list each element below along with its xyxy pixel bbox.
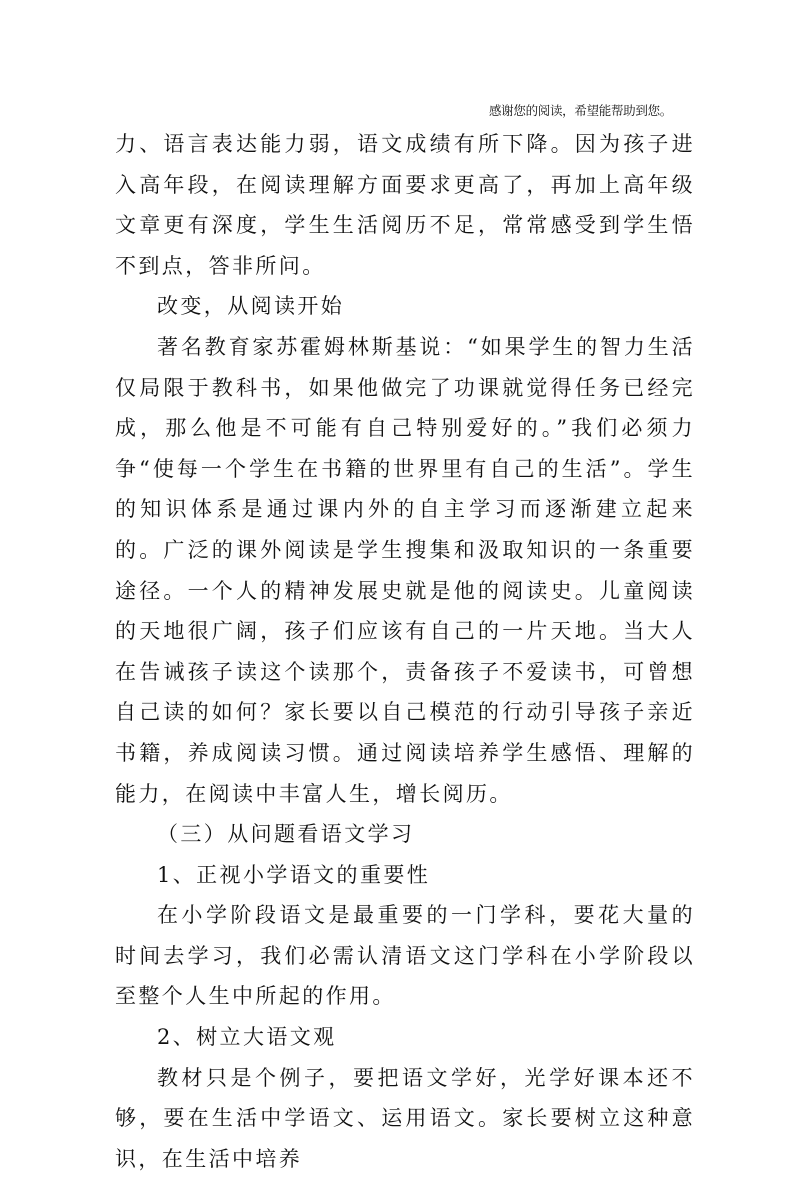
paragraph-continuation: 力、语言表达能力弱，语文成绩有所下降。因为孩子进入高年段，在阅读理解方面要求更高了，再加上高年级文章更有深度，学生生活阅历不足，常常感受到学生悟不到点，答非所问。 bbox=[115, 132, 695, 278]
subheading-1: 1、正视小学语文的重要性 bbox=[157, 862, 431, 887]
header-note: 感谢您的阅读，希望能帮助到您。 bbox=[488, 103, 672, 118]
section-heading-3: （三）从问题看语文学习 bbox=[157, 822, 415, 847]
paragraph-importance: 在小学阶段语文是最重要的一门学科，要花大量的时间去学习，我们必需认清语文这门学科在小学阶段以至整个人生中所起的作用。 bbox=[115, 903, 695, 1009]
subheading-2: 2、树立大语文观 bbox=[157, 1025, 337, 1050]
section-heading-reading: 改变，从阅读开始 bbox=[157, 294, 345, 319]
paragraph-big-chinese-view: 教材只是个例子，要把语文学好，光学好课本还不够，要在生活中学语文、运用语文。家长要树立这种意识，在生活中培养 bbox=[115, 1065, 695, 1171]
document-body bbox=[115, 124, 695, 1179]
paragraph-reading: 著名教育家苏霍姆林斯基说：“如果学生的智力生活仅局限于教科书，如果他做完了功课就觉得任务已经完成，那么他是不可能有自己特别爱好的。”我们必须力争“使每一个学生在书籍的世界里有自己的生活”。学生的知识体系是通过课内外的自主学习而逐渐建立起来的。广泛的课外阅读是学生搜集和汲取知识的一条重要途径。一个人的精神发展史就是他的阅读史。儿童阅读的天地很广阔，孩子们应该有自己的一片天地。当大人在告诫孩子读这个读那个，责备孩子不爱读书，可曾想自己读的如何？家长要以自己模范的行动引导孩子亲近书籍，养成阅读习惯。通过阅读培养学生感悟、理解的能力，在阅读中丰富人生，增长阅历。 bbox=[115, 334, 695, 806]
